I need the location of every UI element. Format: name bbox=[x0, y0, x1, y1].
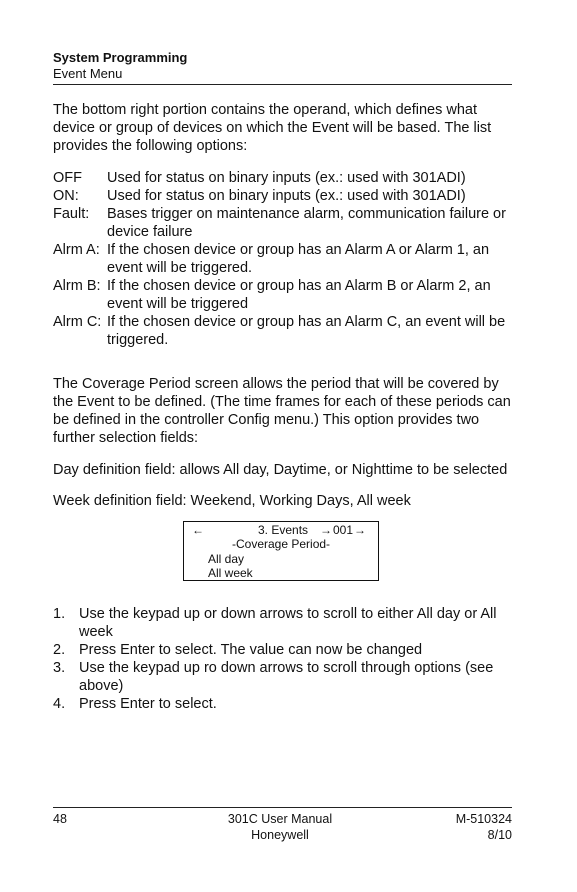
document-number: M-510324 bbox=[455, 812, 512, 826]
step-text: Use the keypad up or down arrows to scroll to either All day or All week bbox=[79, 606, 497, 640]
left-arrow-icon: ← bbox=[192, 523, 204, 537]
option-alrm-c bbox=[53, 313, 513, 349]
step-item bbox=[53, 641, 513, 659]
footer-right bbox=[412, 811, 512, 843]
options-list bbox=[53, 169, 513, 349]
step-text: Use the keypad up ro down arrows to scroll through options (see above) bbox=[79, 660, 494, 694]
option-desc: If the chosen device or group has an Alarm A or Alarm 1, an event will be triggered. bbox=[107, 242, 490, 276]
option-desc: If the chosen device or group has an Alarm C, an event will be triggered. bbox=[107, 314, 506, 348]
lcd-display bbox=[183, 521, 379, 581]
section-subtitle: Event Menu bbox=[53, 66, 123, 81]
step-item bbox=[53, 695, 513, 713]
option-term: Alrm B: bbox=[53, 278, 101, 294]
lcd-menu-title: 3. Events bbox=[258, 523, 309, 537]
option-alrm-b bbox=[53, 277, 513, 313]
page-header bbox=[53, 50, 512, 82]
week-definition-text: Week definition field: Weekend, Working Days, All week bbox=[53, 493, 411, 509]
section-title: System Programming bbox=[53, 50, 188, 65]
page-number: 48 bbox=[53, 812, 67, 826]
footer-rule bbox=[53, 807, 512, 808]
footer-center bbox=[160, 811, 400, 843]
intro-paragraph: The bottom right portion contains the operand, which defines what device or group of devices on which the Event will be based. The list provides the following options: bbox=[53, 102, 492, 154]
step-text: Press Enter to select. The value can now be changed bbox=[79, 642, 423, 658]
option-on bbox=[53, 187, 513, 205]
manual-title: 301C User Manual bbox=[227, 812, 333, 826]
step-item bbox=[53, 605, 513, 641]
step-number: 2. bbox=[53, 642, 66, 658]
lcd-week-value: All week bbox=[208, 566, 253, 580]
lcd-event-number: 001 bbox=[333, 523, 354, 537]
steps-list bbox=[53, 605, 513, 713]
right-arrow-icon: → bbox=[320, 523, 332, 537]
option-term: Alrm A: bbox=[53, 242, 100, 258]
option-desc: Used for status on binary inputs (ex.: used with 301ADI) bbox=[107, 170, 466, 186]
step-item bbox=[53, 659, 513, 695]
option-term: ON: bbox=[53, 188, 79, 204]
step-number: 3. bbox=[53, 660, 66, 676]
option-term: Fault: bbox=[53, 206, 90, 222]
option-alrm-a bbox=[53, 241, 513, 277]
right-arrow-icon: → bbox=[354, 523, 366, 537]
option-desc: Bases trigger on maintenance alarm, communication failure or device failure bbox=[107, 206, 506, 240]
step-text: Press Enter to select. bbox=[79, 696, 217, 712]
option-off bbox=[53, 169, 513, 187]
option-desc: Used for status on binary inputs (ex.: used with 301ADI) bbox=[107, 188, 466, 204]
header-rule bbox=[53, 84, 512, 85]
company-name: Honeywell bbox=[251, 828, 309, 842]
option-fault bbox=[53, 205, 513, 241]
option-term: OFF bbox=[53, 170, 82, 186]
option-term: Alrm C: bbox=[53, 314, 102, 330]
day-definition-text: Day definition field: allows All day, Daytime, or Nighttime to be selected bbox=[53, 462, 508, 478]
step-number: 1. bbox=[53, 606, 66, 622]
step-number: 4. bbox=[53, 696, 66, 712]
lcd-screen-label: -Coverage Period- bbox=[232, 537, 331, 551]
revision-date: 8/10 bbox=[487, 828, 512, 842]
option-desc: If the chosen device or group has an Alarm B or Alarm 2, an event will be triggered bbox=[107, 278, 491, 312]
lcd-day-value: All day bbox=[208, 552, 245, 566]
coverage-paragraph: The Coverage Period screen allows the period that will be covered by the Event to be defined. (The time frames for each of these periods can be defined in the controller Config menu.) This option provides two further selection fields: bbox=[53, 376, 511, 446]
